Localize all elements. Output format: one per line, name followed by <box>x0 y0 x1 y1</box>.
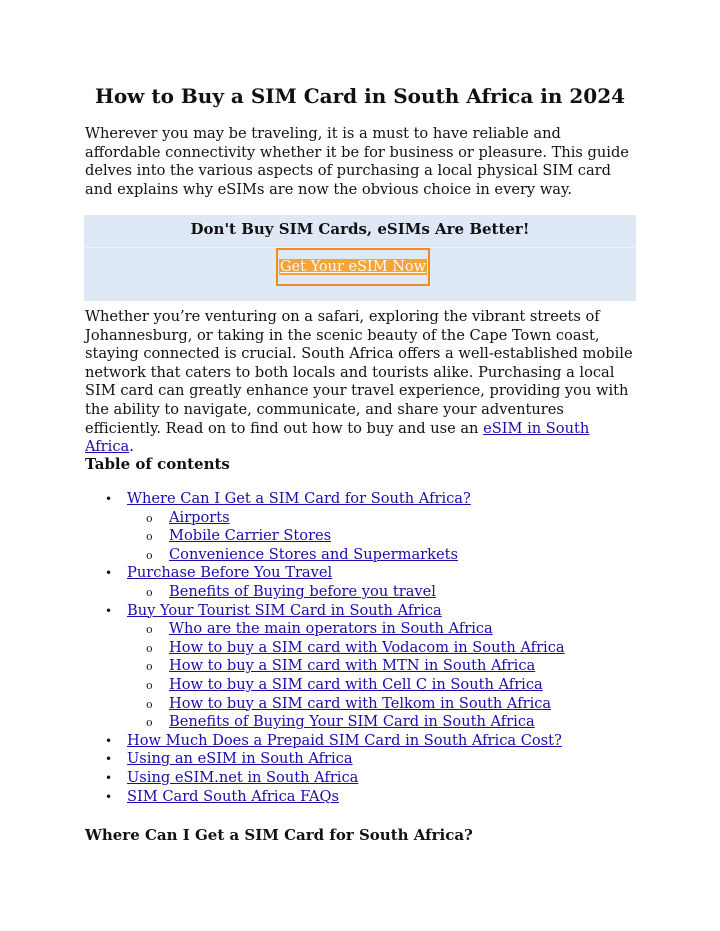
toc-sublist <box>127 583 645 602</box>
bullet-icon: • <box>105 603 113 618</box>
circle-bullet-icon: o <box>146 678 153 692</box>
bullet-icon: • <box>105 566 113 581</box>
toc-subitem <box>127 509 645 528</box>
toc-link[interactable]: Using an eSIM in South Africa <box>127 750 353 768</box>
circle-bullet-icon: o <box>146 623 153 637</box>
toc-item <box>85 769 645 788</box>
toc-subitem <box>127 695 645 714</box>
bullet-icon: • <box>105 733 113 748</box>
toc-subitem <box>127 620 645 639</box>
body-paragraph-text: Whether you’re venturing on a safari, exploring the vibrant streets of Johannesburg, or taking in the scenic beauty of the Cape Town coast, staying connected is crucial. South Africa offers a well-established mobile network that caters to both locals and tourists alike. Purchasing a local SIM card can greatly enhance your travel experience, providing you with the ability to navigate, communicate, and share your adventures efficiently. Read on to find out how to buy and use an <box>85 308 633 437</box>
circle-bullet-icon: o <box>146 548 153 562</box>
toc-subitem <box>127 657 645 676</box>
toc-sublink[interactable]: Benefits of Buying Your SIM Card in South Africa <box>169 713 535 731</box>
page-title: How to Buy a SIM Card in South Africa in 2024 <box>94 84 626 108</box>
body-paragraph <box>85 308 640 457</box>
toc-link[interactable]: SIM Card South Africa FAQs <box>127 787 339 805</box>
toc-subitem <box>127 639 645 658</box>
bullet-icon: • <box>105 752 113 767</box>
toc-sublist <box>127 509 645 565</box>
toc-sublink[interactable]: How to buy a SIM card with MTN in South Africa <box>169 657 536 675</box>
toc-sublink[interactable]: How to buy a SIM card with Cell C in South Africa <box>169 675 543 693</box>
toc-item <box>85 788 645 807</box>
circle-bullet-icon: o <box>146 530 153 544</box>
toc-sublink[interactable]: Who are the main operators in South Africa <box>169 620 493 638</box>
toc-heading: Table of contents <box>85 455 230 473</box>
table-of-contents <box>85 490 645 806</box>
intro-paragraph: Wherever you may be traveling, it is a must to have reliable and affordable connectivity whether it be for business or pleasure. This guide delves into the various aspects of purchasing a local physical SIM card and explains why eSIMs are now the obvious choice in every way. <box>85 125 629 198</box>
toc-subitem <box>127 546 645 565</box>
toc-sublink[interactable]: Airports <box>169 508 230 526</box>
toc-item <box>85 602 645 732</box>
toc-sublink[interactable]: Benefits of Buying before you travel <box>169 582 436 600</box>
promo-heading: Don't Buy SIM Cards, eSIMs Are Better! <box>190 220 530 238</box>
toc-item <box>85 750 645 769</box>
circle-bullet-icon: o <box>146 716 153 730</box>
esim-promo-box <box>84 215 636 301</box>
toc-sublink[interactable]: Convenience Stores and Supermarkets <box>169 545 458 563</box>
circle-bullet-icon: o <box>146 660 153 674</box>
toc-sublink[interactable]: Mobile Carrier Stores <box>169 527 332 545</box>
toc-subitem <box>127 527 645 546</box>
toc-item <box>85 490 645 564</box>
toc-sublist <box>127 620 645 732</box>
esim-south-africa-link[interactable]: eSIM in South Africa <box>85 419 590 456</box>
toc-sublink[interactable]: How to buy a SIM card with Telkom in South Africa <box>169 694 552 712</box>
get-esim-button[interactable] <box>276 248 430 286</box>
get-esim-link[interactable]: Get Your eSIM Now <box>279 259 427 275</box>
bullet-icon: • <box>105 492 113 506</box>
circle-bullet-icon: o <box>146 585 153 599</box>
bullet-icon: • <box>105 789 113 804</box>
bullet-icon: • <box>105 770 113 785</box>
toc-subitem <box>127 676 645 695</box>
section-heading: Where Can I Get a SIM Card for South Africa? <box>85 826 473 844</box>
circle-bullet-icon: o <box>146 641 153 655</box>
toc-item <box>85 732 645 751</box>
body-paragraph-end: . <box>129 438 134 456</box>
toc-link[interactable]: Where Can I Get a SIM Card for South Africa? <box>127 490 471 507</box>
toc-subitem <box>127 583 645 602</box>
toc-item <box>85 564 645 601</box>
toc-sublink[interactable]: How to buy a SIM card with Vodacom in South Africa <box>169 638 565 656</box>
toc-link[interactable]: Buy Your Tourist SIM Card in South Africa <box>127 601 442 619</box>
circle-bullet-icon: o <box>146 511 153 525</box>
toc-subitem <box>127 713 645 732</box>
toc-link[interactable]: Using eSIM.net in South Africa <box>127 768 359 786</box>
toc-link[interactable]: Purchase Before You Travel <box>127 564 333 582</box>
circle-bullet-icon: o <box>146 697 153 711</box>
toc-link[interactable]: How Much Does a Prepaid SIM Card in South Africa Cost? <box>127 731 562 749</box>
